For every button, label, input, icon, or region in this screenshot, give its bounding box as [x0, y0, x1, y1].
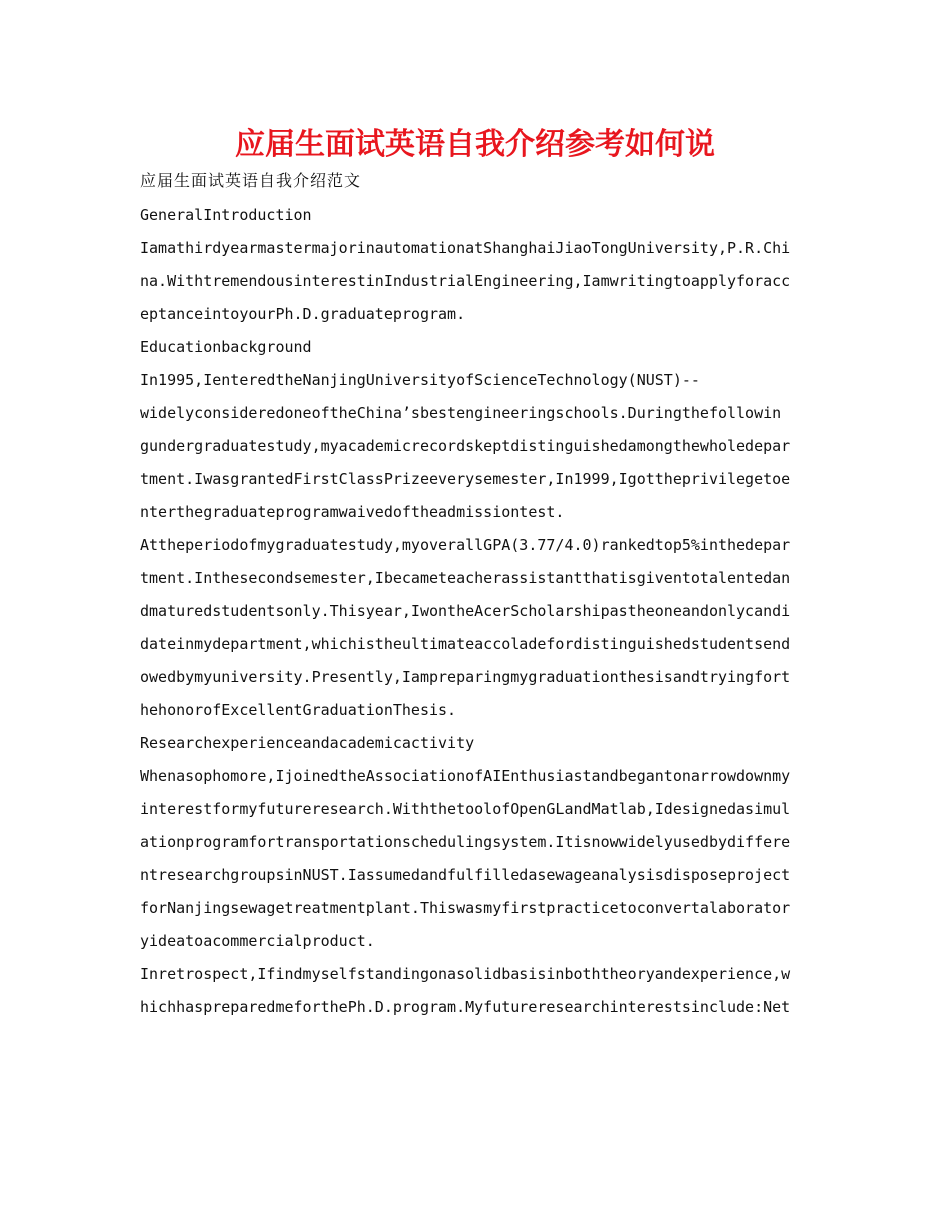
text-line: tment.IwasgrantedFirstClassPrizeeverysemester,In1999,Igottheprivilegetoe [140, 470, 791, 488]
text-line: owedbymyuniversity.Presently,Iampreparingmygraduationthesisandtryingfort [140, 668, 791, 686]
text-line: Whenasophomore,IjoinedtheAssociationofAIEnthusiastandbegantonarrowdownmy [140, 767, 791, 785]
text-line: Inretrospect,Ifindmyselfstandingonasolidbasisinboththeoryandexperience,w [140, 965, 791, 983]
text-line: dmaturedstudentsonly.Thisyear,IwontheAcerScholarshipastheoneandonlycandi [140, 602, 791, 620]
text-line: yideatoacommercialproduct. [140, 932, 375, 950]
text-line: ationprogramfortransportationschedulingsystem.Itisnowwidelyusedbydiffere [140, 833, 791, 851]
text-line: In1995,IenteredtheNanjingUniversityofScienceTechnology(NUST)-- [140, 371, 700, 389]
document-subtitle: 应届生面试英语自我介绍范文 [140, 171, 362, 190]
text-line: IamathirdyearmastermajorinautomationatShanghaiJiaoTongUniversity,P.R.Chi [140, 239, 791, 257]
text-line: nterthegraduateprogramwaivedoftheadmissiontest. [140, 503, 565, 521]
text-line: forNanjingsewagetreatmentplant.Thiswasmyfirstpracticetoconvertalaborator [140, 899, 791, 917]
text-line: gundergraduatestudy,myacademicrecordskeptdistinguishedamongthewholedepar [140, 437, 791, 455]
text-line: na.WithtremendousinterestinIndustrialEngineering,Iamwritingtoapplyforacc [140, 272, 791, 290]
document-body [140, 166, 812, 1024]
text-line: Educationbackground [140, 338, 312, 356]
text-line: eptanceintoyourPh.D.graduateprogram. [140, 305, 466, 323]
text-line: GeneralIntroduction [140, 206, 312, 224]
text-line: interestformyfutureresearch.WiththetoolofOpenGLandMatlab,Idesignedasimul [140, 800, 791, 818]
text-line: widelyconsideredoneoftheChina’sbestengineeringschools.Duringthefollowin [140, 404, 782, 422]
text-line: tment.Inthesecondsemester,Ibecameteacherassistantthatisgiventotalentedan [140, 569, 791, 587]
text-line: ntresearchgroupsinNUST.Iassumedandfulfilledasewageanalysisdisposeproject [140, 866, 791, 884]
document-title: 应届生面试英语自我介绍参考如何说 [235, 127, 715, 162]
text-line: Researchexperienceandacademicactivity [140, 734, 475, 752]
text-line: hichhaspreparedmeforthePh.D.program.Myfutureresearchinterestsinclude:Net [140, 998, 791, 1016]
text-line: Attheperiodofmygraduatestudy,myoverallGPA(3.77/4.0)rankedtop5%inthedepar [140, 536, 791, 554]
text-line: hehonorofExcellentGraduationThesis. [140, 701, 457, 719]
text-lines [140, 199, 812, 1024]
text-line: dateinmydepartment,whichistheultimateaccoladefordistinguishedstudentsend [140, 635, 791, 653]
